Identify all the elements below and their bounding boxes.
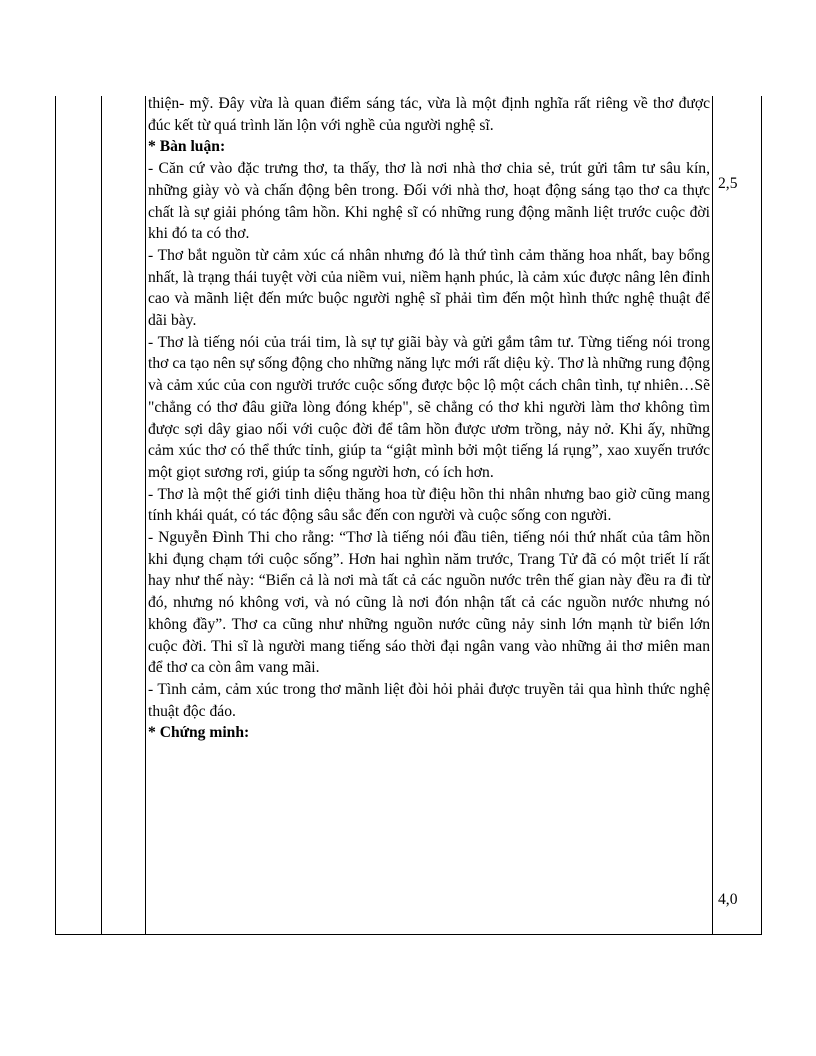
paragraph-ban-luan-5: - Nguyễn Đình Thi cho rằng: “Thơ là tiếng nói đầu tiên, tiếng nói thứ nhất của tâm hồn khi đụng chạm tới cuộc sống”. Hơn hai nghìn năm trước, Trang Tử đã có một triết lí rất hay như thế này: “Biển cả là nơi mà tất cả các nguồn nước trên thế gian này đều ra đi từ đó, nhưng nó không vơi, và nó cũng là nơi đón nhận tất cả các nguồn nước nhưng nó không đầy”. Thơ ca cũng như những nguồn nước cũng nảy sinh lớn mạnh từ biển lớn cuộc đời. Thi sĩ là người mang tiếng sáo thời đại ngân vang vào những ải thơ miên man để thơ ca còn âm vang mãi. <box>148 529 710 677</box>
paragraph-ban-luan-2: - Thơ bắt nguồn từ cảm xúc cá nhân nhưng đó là thứ tình cảm thăng hoa nhất, bay bổng nhất, là trạng thái tuyệt vời của niềm vui, niềm hạnh phúc, là cảm xúc được nâng lên đỉnh cao và mãnh liệt đến mức buộc người nghệ sĩ phải tìm đến một hình thức nghệ thuật để dãi bày. <box>148 246 710 330</box>
paragraph-intro: thiện- mỹ. Đây vừa là quan điểm sáng tác, vừa là một định nghĩa rất riêng về thơ được đúc kết từ quá trình lăn lộn với nghề của người nghệ sĩ. <box>148 95 710 134</box>
paragraph-ban-luan-1: - Căn cứ vào đặc trưng thơ, ta thấy, thơ là nơi nhà thơ chia sẻ, trút gửi tâm tư sâu kín, những giày vò và chấn động bên trong. Đối với nhà thơ, hoạt động sáng tạo thơ ca thực chất là sự giải phóng tâm hồn. Khi nghệ sĩ có những rung động mãnh liệt trước cuộc đời khi đó ta có thơ. <box>148 160 710 243</box>
paragraph-ban-luan-6: - Tình cảm, cảm xúc trong thơ mãnh liệt đòi hỏi phải được truyền tải qua hình thức nghệ thuật độc đáo. <box>148 680 710 720</box>
paragraph-ban-luan-3: - Thơ là tiếng nói của trái tim, là sự tự giãi bày và gửi gắm tâm tư. Từng tiếng nói trong thơ ca tạo nên sự sống động cho những năng lực mới rất diệu kỳ. Thơ là những rung động và cảm xúc của con người trước cuộc sống được bộc lộ một cách chân tình, tự nhiên…Sẽ "chẳng có thơ đâu giữa lòng đóng khép", sẽ chẳng có thơ khi người làm thơ không tìm được sợi dây giao nối với cuộc đời để tâm hồn được ươm trồng, nảy nở. Khi ấy, những cảm xúc thơ có thể thức tỉnh, giúp ta “giật mình bởi một tiếng lá rụng”, xao xuyến trước một giọt sương rơi, giúp ta sống người hơn, có ích hơn. <box>148 333 710 481</box>
heading-chung-minh: * Chứng minh: <box>148 724 250 742</box>
column-divider-1 <box>101 96 102 935</box>
heading-ban-luan: * Bàn luận: <box>148 138 226 156</box>
score-chung-minh: 4,0 <box>718 891 738 908</box>
column-divider-2 <box>145 96 146 935</box>
paragraph-ban-luan-4: - Thơ là một thế giới tinh diệu thăng hoa từ điệu hồn thi nhân nhưng bao giờ cũng mang tính khái quát, có tác động sâu sắc đến con người và cuộc sống con người. <box>148 485 710 525</box>
answer-content <box>148 93 710 744</box>
score-ban-luan: 2,5 <box>718 175 738 192</box>
column-divider-3 <box>712 96 713 935</box>
